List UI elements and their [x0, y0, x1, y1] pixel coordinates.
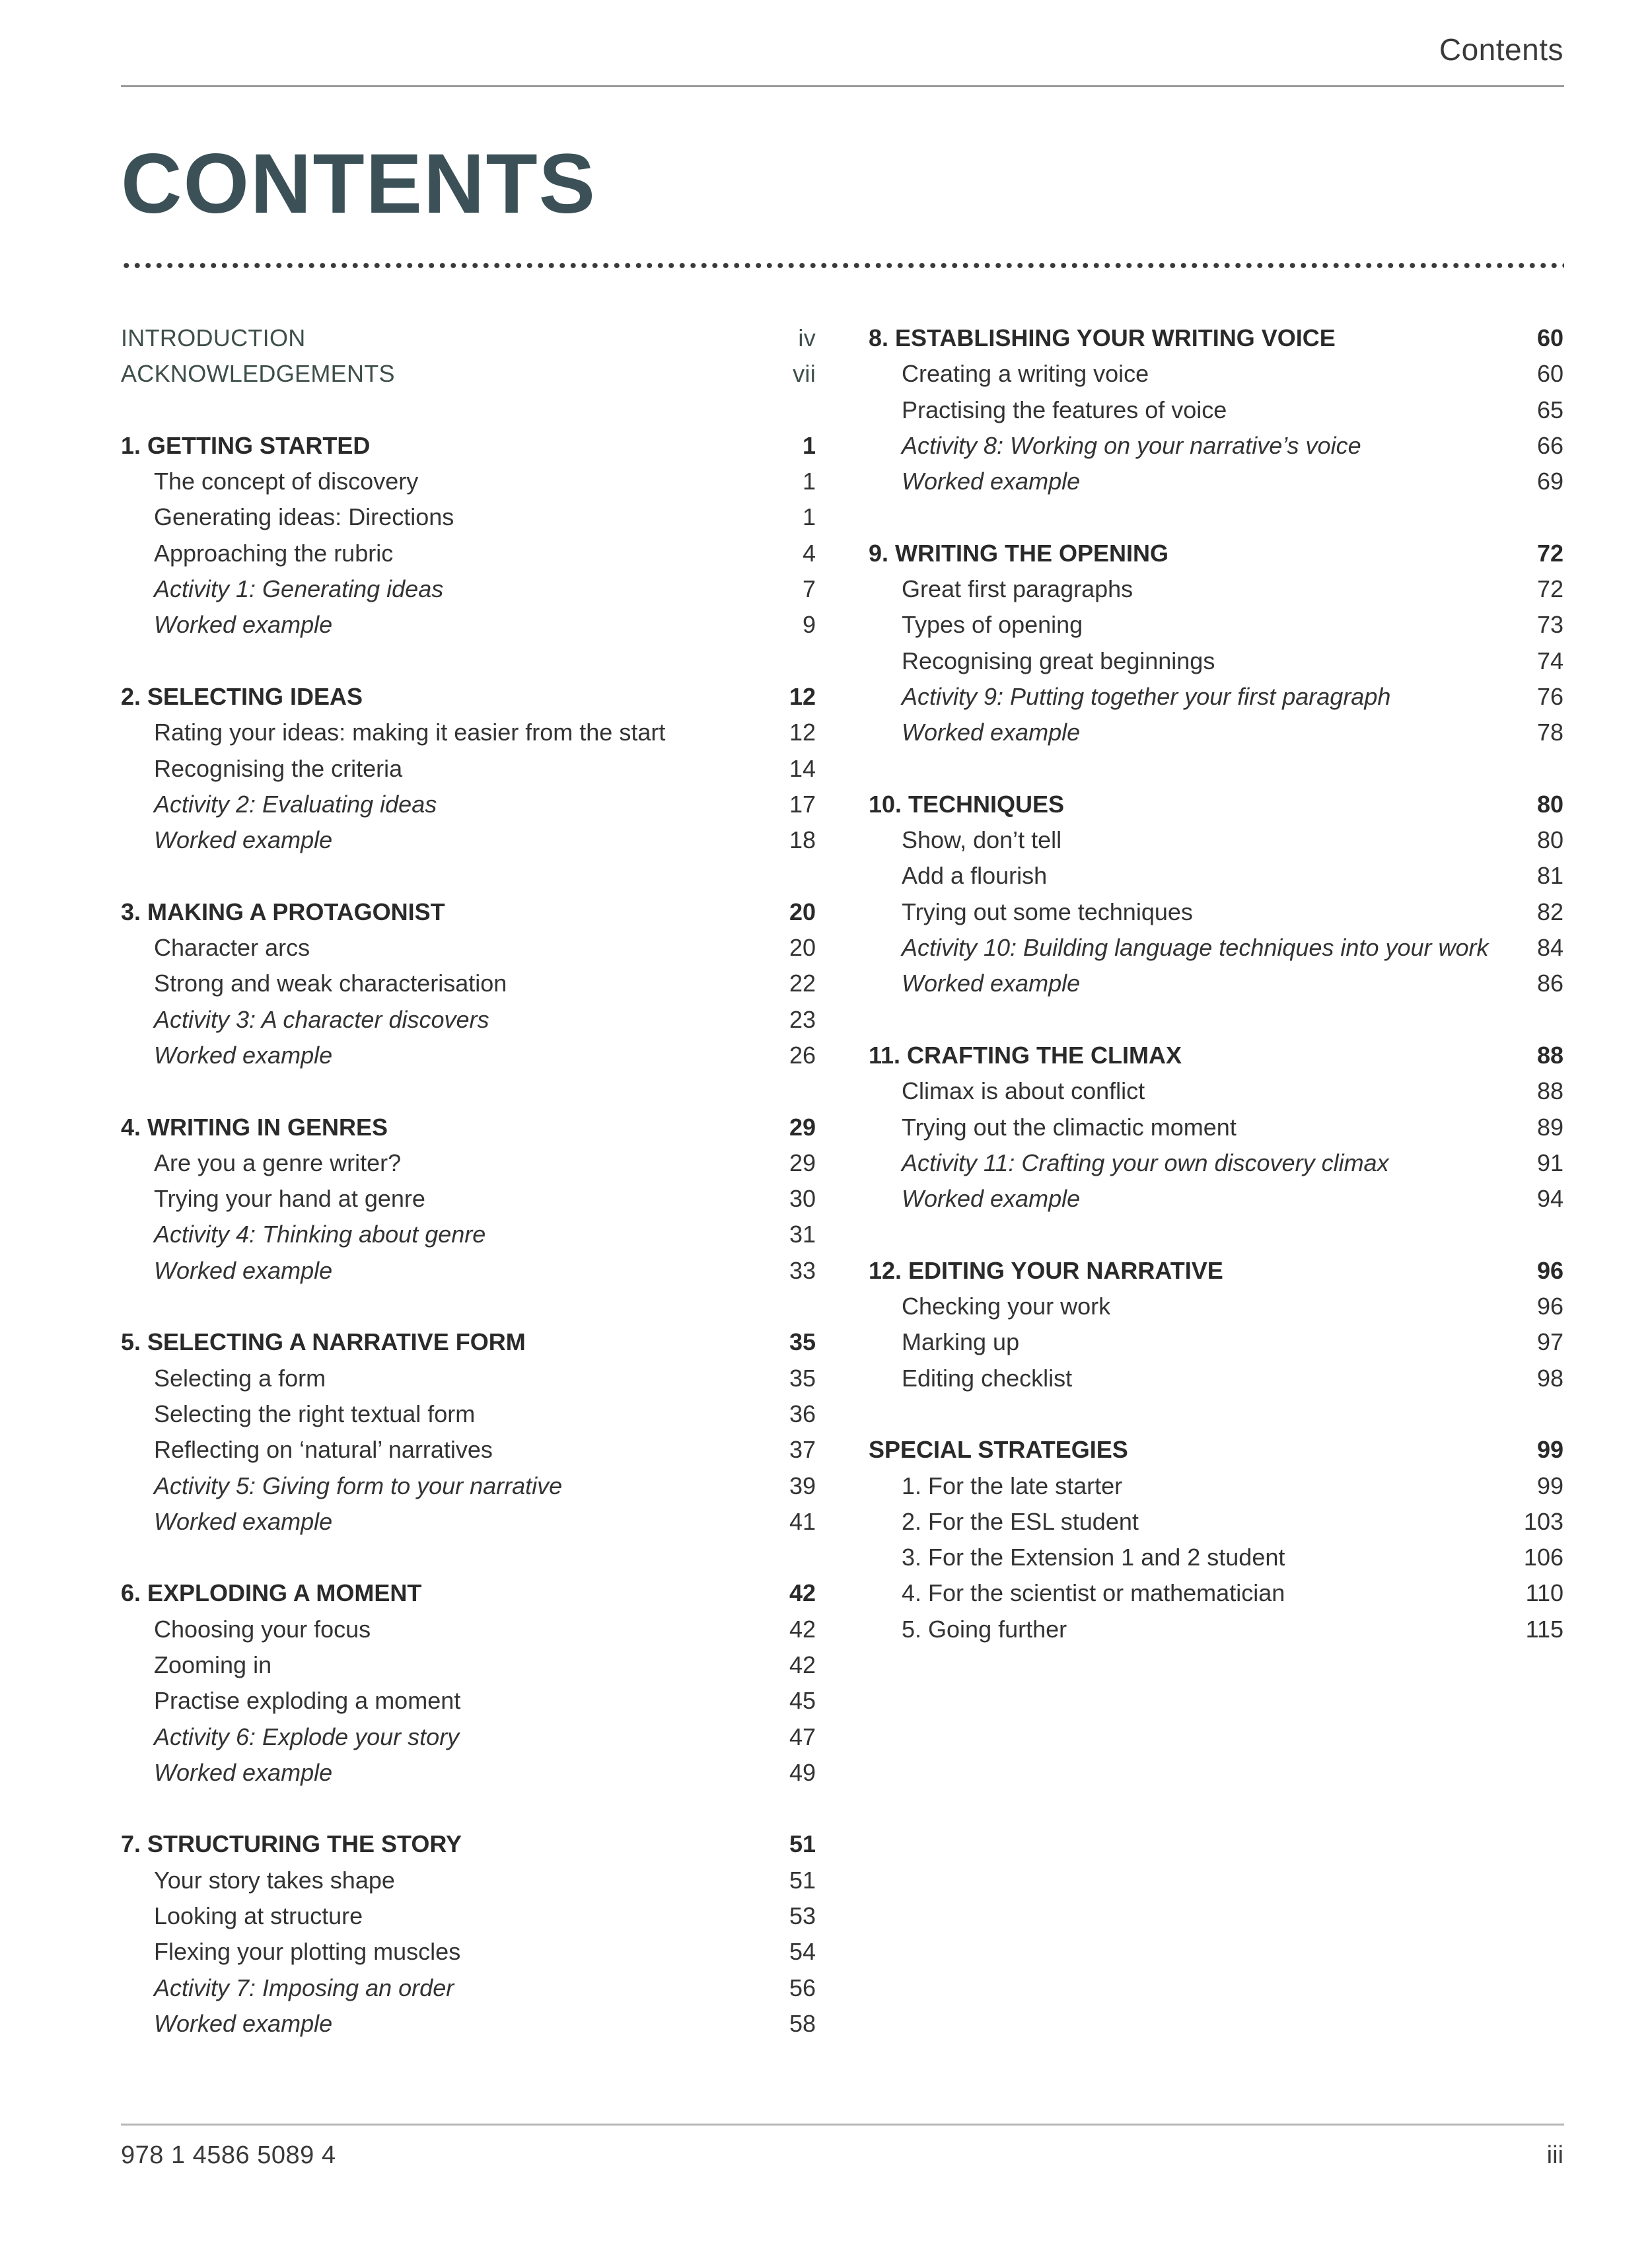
toc-entry-label: Choosing your focus	[154, 1615, 371, 1643]
toc-entry-label: Flexing your plotting muscles	[154, 1938, 461, 1966]
toc-entry-worked[interactable]	[869, 464, 1563, 499]
toc-entry-page: 58	[789, 2009, 816, 2037]
toc-entry-page: 35	[789, 1364, 816, 1392]
toc-entry-label: Worked example	[154, 1758, 333, 1786]
toc-entry-label: Activity 11: Crafting your own discovery climax	[902, 1149, 1389, 1176]
toc-entry-label: Worked example	[154, 1041, 333, 1069]
toc-entry-page: 78	[1536, 719, 1563, 746]
toc-entry-label: Worked example	[154, 1507, 333, 1535]
spacer	[121, 643, 816, 679]
toc-entry-label: ACKNOWLEDGEMENTS	[121, 360, 395, 388]
toc-right-chapters	[869, 320, 1563, 1647]
chapter-page: 29	[789, 1113, 816, 1141]
toc-entry-page: vii	[793, 360, 816, 388]
toc-entry-label: Climax is about conflict	[902, 1077, 1145, 1105]
toc-entry-worked[interactable]	[121, 1755, 816, 1791]
toc-entry-sub[interactable]	[869, 1540, 1563, 1575]
toc-entry-activity[interactable]	[121, 1719, 816, 1755]
toc-entry-worked[interactable]	[121, 1504, 816, 1540]
toc-entry-page: 80	[1536, 826, 1563, 854]
toc-entry-label: The concept of discovery	[154, 468, 419, 495]
chapter-title: 9. WRITING THE OPENING	[869, 539, 1169, 567]
chapter-page: 96	[1536, 1256, 1563, 1284]
toc-entry-label: Looking at structure	[154, 1902, 363, 1930]
toc-entry-sub[interactable]	[121, 1432, 816, 1468]
toc-entry-label: Strong and weak characterisation	[154, 970, 507, 997]
toc-chapter-heading[interactable]	[121, 679, 816, 715]
toc-entry-sub[interactable]	[869, 1575, 1563, 1611]
toc-entry-label: Types of opening	[902, 611, 1083, 639]
toc-left-column	[121, 320, 816, 2042]
spacer	[121, 1791, 816, 1826]
toc-entry-page: 20	[789, 934, 816, 962]
running-head: Contents	[1439, 32, 1563, 67]
toc-entry-activity[interactable]	[121, 787, 816, 822]
chapter-page: 88	[1536, 1041, 1563, 1069]
chapter-title: 1. GETTING STARTED	[121, 431, 371, 459]
toc-entry-page: 22	[789, 970, 816, 997]
toc-entry-sub[interactable]	[121, 1181, 816, 1217]
toc-entry-page: 39	[789, 1472, 816, 1499]
toc-entry-sub[interactable]	[869, 1110, 1563, 1145]
toc-chapter-heading[interactable]	[121, 428, 816, 464]
toc-entry-page: 18	[789, 826, 816, 854]
toc-entry-label: 2. For the ESL student	[902, 1507, 1139, 1535]
toc-entry-label: Practising the features of voice	[902, 396, 1227, 423]
chapter-page: 1	[802, 431, 816, 459]
chapter-page: 20	[789, 898, 816, 925]
spacer	[869, 1217, 1563, 1252]
chapter-title: 11. CRAFTING THE CLIMAX	[869, 1041, 1182, 1069]
toc-chapter-heading[interactable]	[121, 1110, 816, 1145]
toc-entry-page: 96	[1536, 1293, 1563, 1320]
toc-entry-page: 89	[1536, 1113, 1563, 1141]
toc-entry-page: 7	[802, 575, 816, 603]
toc-entry-label: Worked example	[154, 826, 333, 854]
chapter-title: 3. MAKING A PROTAGONIST	[121, 898, 445, 925]
chapter-title: 4. WRITING IN GENRES	[121, 1113, 388, 1141]
chapter-page: 42	[789, 1579, 816, 1607]
toc-entry-label: INTRODUCTION	[121, 324, 306, 351]
toc-entry-sub[interactable]	[121, 966, 816, 1001]
toc-chapter-heading[interactable]	[869, 787, 1563, 822]
toc-entry-label: Recognising great beginnings	[902, 647, 1215, 674]
toc-entry-page: 1	[802, 468, 816, 495]
toc-entry-label: Activity 4: Thinking about genre	[154, 1221, 486, 1248]
toc-entry-sub[interactable]	[121, 1145, 816, 1181]
chapter-page: 80	[1536, 790, 1563, 818]
chapter-title: SPECIAL STRATEGIES	[869, 1436, 1128, 1464]
toc-entry-sub[interactable]	[121, 536, 816, 571]
toc-chapter-heading[interactable]	[869, 1253, 1563, 1289]
toc-entry-page: 56	[789, 1974, 816, 2001]
toc-entry-page: 69	[1536, 468, 1563, 495]
chapter-title: 6. EXPLODING A MOMENT	[121, 1579, 422, 1607]
toc-entry-page: 66	[1536, 431, 1563, 459]
toc-entry-page: 91	[1536, 1149, 1563, 1176]
toc-entry-label: Activity 9: Putting together your first paragraph	[902, 682, 1391, 710]
toc-entry-sub[interactable]	[121, 1612, 816, 1647]
toc-entry-label: Checking your work	[902, 1293, 1111, 1320]
toc-entry-page: 115	[1525, 1615, 1563, 1643]
toc-entry-label: Add a flourish	[902, 862, 1048, 890]
chapter-page: 12	[789, 682, 816, 710]
toc-entry-worked[interactable]	[869, 966, 1563, 1001]
toc-entry-page: 31	[789, 1221, 816, 1248]
toc-chapter-heading[interactable]	[869, 320, 1563, 356]
toc-entry-label: Activity 3: A character discovers	[154, 1005, 489, 1033]
toc-entry-label: Activity 10: Building language techniques into your work	[902, 934, 1489, 962]
toc-entry-sub[interactable]	[869, 1468, 1563, 1504]
toc-entry-sub[interactable]	[121, 1396, 816, 1432]
toc-entry-sub[interactable]	[869, 1289, 1563, 1324]
toc-entry-page: 53	[789, 1902, 816, 1930]
toc-entry-label: Character arcs	[154, 934, 310, 962]
toc-entry-page: 49	[789, 1758, 816, 1786]
toc-entry-page: 14	[789, 754, 816, 782]
toc-entry-label: 1. For the late starter	[902, 1472, 1123, 1499]
toc-entry-worked[interactable]	[121, 822, 816, 858]
toc-entry-sub[interactable]	[869, 1504, 1563, 1540]
toc-entry-page: 26	[789, 1041, 816, 1069]
toc-entry-page: 103	[1523, 1507, 1563, 1535]
toc-entry-label: Editing checklist	[902, 1364, 1073, 1392]
chapter-page: 35	[789, 1328, 816, 1356]
toc-entry-label: Trying your hand at genre	[154, 1185, 425, 1213]
toc-entry-page: 81	[1536, 862, 1563, 890]
toc-entry-page: 47	[789, 1723, 816, 1750]
chapter-page: 99	[1536, 1436, 1563, 1464]
toc-entry-label: Creating a writing voice	[902, 360, 1149, 388]
toc-entry-sub[interactable]	[869, 607, 1563, 643]
toc-entry-sub[interactable]	[869, 894, 1563, 930]
chapter-title: 2. SELECTING IDEAS	[121, 682, 363, 710]
toc-entry-page: 60	[1536, 360, 1563, 388]
toc-entry-page: 99	[1536, 1472, 1563, 1499]
toc-entry-label: Worked example	[902, 468, 1081, 495]
toc-entry-worked[interactable]	[121, 607, 816, 643]
toc-front-matter-acknowledgements[interactable]	[121, 356, 816, 392]
toc-entry-page: 51	[789, 1866, 816, 1894]
toc-entry-worked[interactable]	[869, 715, 1563, 750]
toc-entry-page: 29	[789, 1149, 816, 1176]
toc-entry-page: 72	[1536, 575, 1563, 603]
toc-entry-activity[interactable]	[121, 1970, 816, 2006]
header-rule	[121, 85, 1564, 87]
toc-entry-sub[interactable]	[869, 1361, 1563, 1396]
toc-entry-activity[interactable]	[869, 1145, 1563, 1181]
toc-entry-label: Worked example	[902, 1185, 1081, 1213]
chapter-title: 8. ESTABLISHING YOUR WRITING VOICE	[869, 324, 1336, 351]
toc-entry-worked[interactable]	[121, 2006, 816, 2042]
toc-entry-label: Activity 8: Working on your narrative’s voice	[902, 431, 1361, 459]
toc-entry-label: Reflecting on ‘natural’ narratives	[154, 1436, 493, 1464]
page-number: iii	[1546, 2141, 1563, 2169]
toc-right-column	[869, 320, 1563, 1647]
toc-entry-sub[interactable]	[121, 499, 816, 535]
toc-entry-label: Show, don’t tell	[902, 826, 1062, 854]
toc-entry-label: 3. For the Extension 1 and 2 student	[902, 1544, 1285, 1571]
isbn: 978 1 4586 5089 4	[121, 2141, 336, 2169]
toc-entry-label: Activity 5: Giving form to your narrative	[154, 1472, 563, 1499]
toc-entry-page: 84	[1536, 934, 1563, 962]
toc-entry-label: Worked example	[154, 611, 333, 639]
spacer	[869, 1396, 1563, 1432]
chapter-title: 5. SELECTING A NARRATIVE FORM	[121, 1328, 526, 1356]
toc-entry-activity[interactable]	[869, 679, 1563, 715]
toc-front-matter-introduction[interactable]	[121, 320, 816, 356]
toc-entry-sub[interactable]	[869, 571, 1563, 607]
toc-entry-sub[interactable]	[869, 822, 1563, 858]
toc-entry-sub[interactable]	[121, 751, 816, 787]
toc-chapter-heading[interactable]	[121, 1575, 816, 1611]
spacer	[869, 751, 1563, 787]
spacer	[121, 1289, 816, 1324]
toc-entry-activity[interactable]	[121, 1468, 816, 1504]
toc-entry-label: Trying out some techniques	[902, 898, 1193, 925]
toc-entry-page: 54	[789, 1938, 816, 1966]
toc-entry-page: 42	[789, 1651, 816, 1678]
toc-entry-label: Worked example	[154, 2009, 333, 2037]
toc-entry-page: 1	[802, 503, 816, 531]
toc-entry-sub[interactable]	[121, 464, 816, 499]
toc-entry-worked[interactable]	[121, 1038, 816, 1073]
toc-entry-page: 106	[1523, 1544, 1563, 1571]
chapter-title: 7. STRUCTURING THE STORY	[121, 1830, 462, 1858]
toc-entry-sub[interactable]	[121, 1683, 816, 1719]
toc-entry-label: Activity 6: Explode your story	[154, 1723, 460, 1750]
toc-entry-page: 82	[1536, 898, 1563, 925]
toc-entry-sub[interactable]	[869, 356, 1563, 392]
toc-entry-page: 73	[1536, 611, 1563, 639]
spacer	[121, 858, 816, 894]
toc-entry-page: 37	[789, 1436, 816, 1464]
spacer	[869, 499, 1563, 535]
toc-entry-page: 74	[1536, 647, 1563, 674]
toc-entry-label: Are you a genre writer?	[154, 1149, 402, 1176]
toc-entry-sub[interactable]	[121, 930, 816, 966]
toc-entry-page: 36	[789, 1400, 816, 1427]
toc-entry-label: Worked example	[902, 970, 1081, 997]
toc-entry-sub[interactable]	[121, 1647, 816, 1683]
toc-entry-page: 23	[789, 1005, 816, 1033]
toc-entry-sub[interactable]	[869, 643, 1563, 679]
spacer	[869, 1002, 1563, 1038]
toc-entry-sub[interactable]	[869, 1324, 1563, 1360]
toc-entry-page: 30	[789, 1185, 816, 1213]
toc-entry-page: 86	[1536, 970, 1563, 997]
toc-left-chapters	[121, 428, 816, 2042]
toc-entry-label: Rating your ideas: making it easier from the start	[154, 719, 666, 746]
toc-entry-label: Selecting a form	[154, 1364, 326, 1392]
toc-entry-label: Worked example	[902, 719, 1081, 746]
footer-rule	[121, 2124, 1564, 2126]
toc-entry-activity[interactable]	[869, 428, 1563, 464]
toc-entry-page: 110	[1525, 1579, 1563, 1607]
toc-entry-activity[interactable]	[869, 930, 1563, 966]
toc-entry-label: Generating ideas: Directions	[154, 503, 454, 531]
spacer	[121, 392, 816, 428]
toc-entry-sub[interactable]	[869, 1073, 1563, 1109]
toc-entry-page: 4	[802, 539, 816, 567]
toc-chapter-heading[interactable]	[869, 536, 1563, 571]
toc-entry-label: Approaching the rubric	[154, 539, 394, 567]
toc-entry-sub[interactable]	[121, 1934, 816, 1970]
toc-entry-label: Worked example	[154, 1256, 333, 1284]
toc-entry-label: Marking up	[902, 1328, 1020, 1356]
toc-entry-label: Activity 7: Imposing an order	[154, 1974, 454, 2001]
chapter-page: 51	[789, 1830, 816, 1858]
toc-entry-page: 42	[789, 1615, 816, 1643]
toc-entry-label: Practise exploding a moment	[154, 1687, 461, 1715]
toc-entry-page: 12	[789, 719, 816, 746]
toc-entry-label: Zooming in	[154, 1651, 272, 1678]
toc-entry-page: 9	[802, 611, 816, 639]
toc-entry-sub[interactable]	[869, 1612, 1563, 1647]
toc-entry-page: 45	[789, 1687, 816, 1715]
page-title: CONTENTS	[121, 137, 596, 231]
toc-chapter-heading[interactable]	[121, 1826, 816, 1862]
toc-entry-sub[interactable]	[869, 392, 1563, 428]
chapter-title: 10. TECHNIQUES	[869, 790, 1065, 818]
toc-entry-label: Your story takes shape	[154, 1866, 395, 1894]
dotted-divider	[121, 262, 1564, 269]
toc-entry-page: 17	[789, 790, 816, 818]
toc-entry-sub[interactable]	[121, 1898, 816, 1934]
toc-chapter-heading[interactable]	[121, 894, 816, 930]
toc-entry-page: 41	[789, 1507, 816, 1535]
toc-entry-label: 5. Going further	[902, 1615, 1067, 1643]
chapter-page: 72	[1536, 539, 1563, 567]
toc-chapter-heading[interactable]	[869, 1432, 1563, 1468]
toc-entry-label: Recognising the criteria	[154, 754, 403, 782]
toc-entry-page: 65	[1536, 396, 1563, 423]
toc-entry-page: 76	[1536, 682, 1563, 710]
toc-entry-sub[interactable]	[869, 858, 1563, 894]
toc-entry-activity[interactable]	[121, 1002, 816, 1038]
toc-entry-label: Activity 1: Generating ideas	[154, 575, 444, 603]
spacer	[121, 1073, 816, 1109]
toc-entry-sub[interactable]	[121, 1863, 816, 1898]
spacer	[121, 1540, 816, 1575]
toc-entry-page: 94	[1536, 1185, 1563, 1213]
toc-entry-label: Trying out the climactic moment	[902, 1113, 1237, 1141]
toc-entry-activity[interactable]	[121, 1217, 816, 1252]
toc-entry-label: Activity 2: Evaluating ideas	[154, 790, 437, 818]
toc-entry-page: 88	[1536, 1077, 1563, 1105]
toc-entry-sub[interactable]	[121, 1361, 816, 1396]
toc-entry-page: 98	[1536, 1364, 1563, 1392]
toc-entry-activity[interactable]	[121, 571, 816, 607]
toc-entry-sub[interactable]	[121, 715, 816, 750]
chapter-page: 60	[1536, 324, 1563, 351]
toc-entry-page: iv	[798, 324, 816, 351]
toc-entry-label: Great first paragraphs	[902, 575, 1133, 603]
toc-chapter-heading[interactable]	[869, 1038, 1563, 1073]
toc-entry-label: Selecting the right textual form	[154, 1400, 476, 1427]
toc-entry-worked[interactable]	[121, 1253, 816, 1289]
toc-entry-page: 97	[1536, 1328, 1563, 1356]
toc-entry-worked[interactable]	[869, 1181, 1563, 1217]
chapter-title: 12. EDITING YOUR NARRATIVE	[869, 1256, 1223, 1284]
toc-entry-page: 33	[789, 1256, 816, 1284]
toc-entry-label: 4. For the scientist or mathematician	[902, 1579, 1285, 1607]
toc-chapter-heading[interactable]	[121, 1324, 816, 1360]
